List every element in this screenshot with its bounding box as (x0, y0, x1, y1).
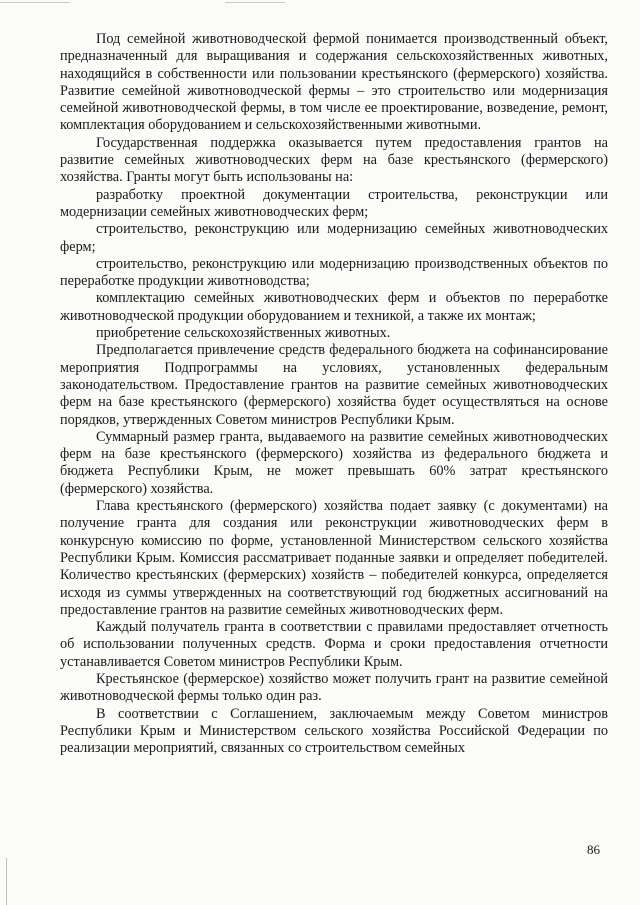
paragraph-reporting: Каждый получатель гранта в соответствии с правилами предоставляет отчетность об использовании полученных средств. Форма и сроки предоставления отчетности устанавливается Советом министров Республики Крым. (60, 619, 608, 670)
paragraph-agreement: В соответствии с Соглашением, заключаемым между Советом министров Республики Крым и Министерством сельского хозяйства Российской Федерации по реализации мероприятий, связанных со строительством семейных (60, 705, 608, 757)
paragraph-grant-limit: Суммарный размер гранта, выдаваемого на развитие семейных животноводческих ферм на базе крестьянского (фермерского) хозяйства из федерального бюджета и бюджета Республики Крым, не может превышать 60% затрат крестьянского (фермерского) хозяйства. (60, 428, 608, 497)
paragraph-family-farm-definition: Под семейной животноводческой фермой понимается производственный объект, предназначенный для выращивания и содержания сельскохозяйственных животных, находящийся в собственности или пользовании крестьянского (фермерского) хозяйства. Развитие семейной животноводческой фермы – это строительство или модернизация семейной животноводческой фермы, в том числе ее проектирование, возведение, ремонт, комплектация оборудованием и сельскохозяйственными животными. (60, 31, 608, 134)
page-number: 86 (587, 842, 600, 857)
paragraph-state-support: Государственная поддержка оказывается путем предоставления грантов на развитие семейных животноводческих ферм на базе крестьянского (фермерского) хозяйства. Гранты могут быть использованы на: (60, 134, 608, 186)
paragraph-one-time-grant: Крестьянское (фермерское) хозяйство может получить грант на развитие семейной животноводческой фермы только один раз. (60, 670, 608, 705)
list-item-animals: приобретение сельскохозяйственных животных. (96, 325, 391, 342)
list-item-processing-facilities: строительство, реконструкцию или модернизацию производственных объектов по переработке продукции животноводства; (60, 255, 608, 290)
scan-artifact-line (225, 2, 285, 3)
document-body (60, 31, 608, 757)
scan-artifact-margin (6, 858, 7, 905)
list-item-design-docs: разработку проектной документации строительства, реконструкции или модернизации семейных животноводческих ферм; (60, 186, 608, 220)
list-item-equipment: комплектацию семейных животноводческих ферм и объектов по переработке животноводческой продукции оборудованием и техникой, а также их монтаж; (60, 290, 608, 324)
list-item-farm-construction: строительство, реконструкцию или модернизацию семейных животноводческих ферм; (60, 221, 608, 255)
paragraph-application-process: Глава крестьянского (фермерского) хозяйства подает заявку (с документами) на получение гранта для создания или реконструкции животноводческих ферм в конкурсную комиссию по форме, установленной Министерством сельского хозяйства Республики Крым. Комиссия рассматривает поданные заявки и определяет победителей. Количество крестьянских (фермерских) хозяйств – победителей конкурса, определяется исходя из суммы утвержденных на соответствующий год бюджетных ассигнований на предоставление грантов на развитие семейных животноводческих ферм. (60, 498, 608, 618)
paragraph-federal-cofinancing: Предполагается привлечение средств федерального бюджета на софинансирование мероприятия Подпрограммы на условиях, установленных федеральным законодательством. Предоставление грантов на развитие семейных животноводческих ферм на базе крестьянского (фермерского) хозяйства будет осуществляться на основе порядков, утвержденных Советом министров Республики Крым. (60, 342, 608, 428)
scan-artifact-line (0, 2, 70, 3)
